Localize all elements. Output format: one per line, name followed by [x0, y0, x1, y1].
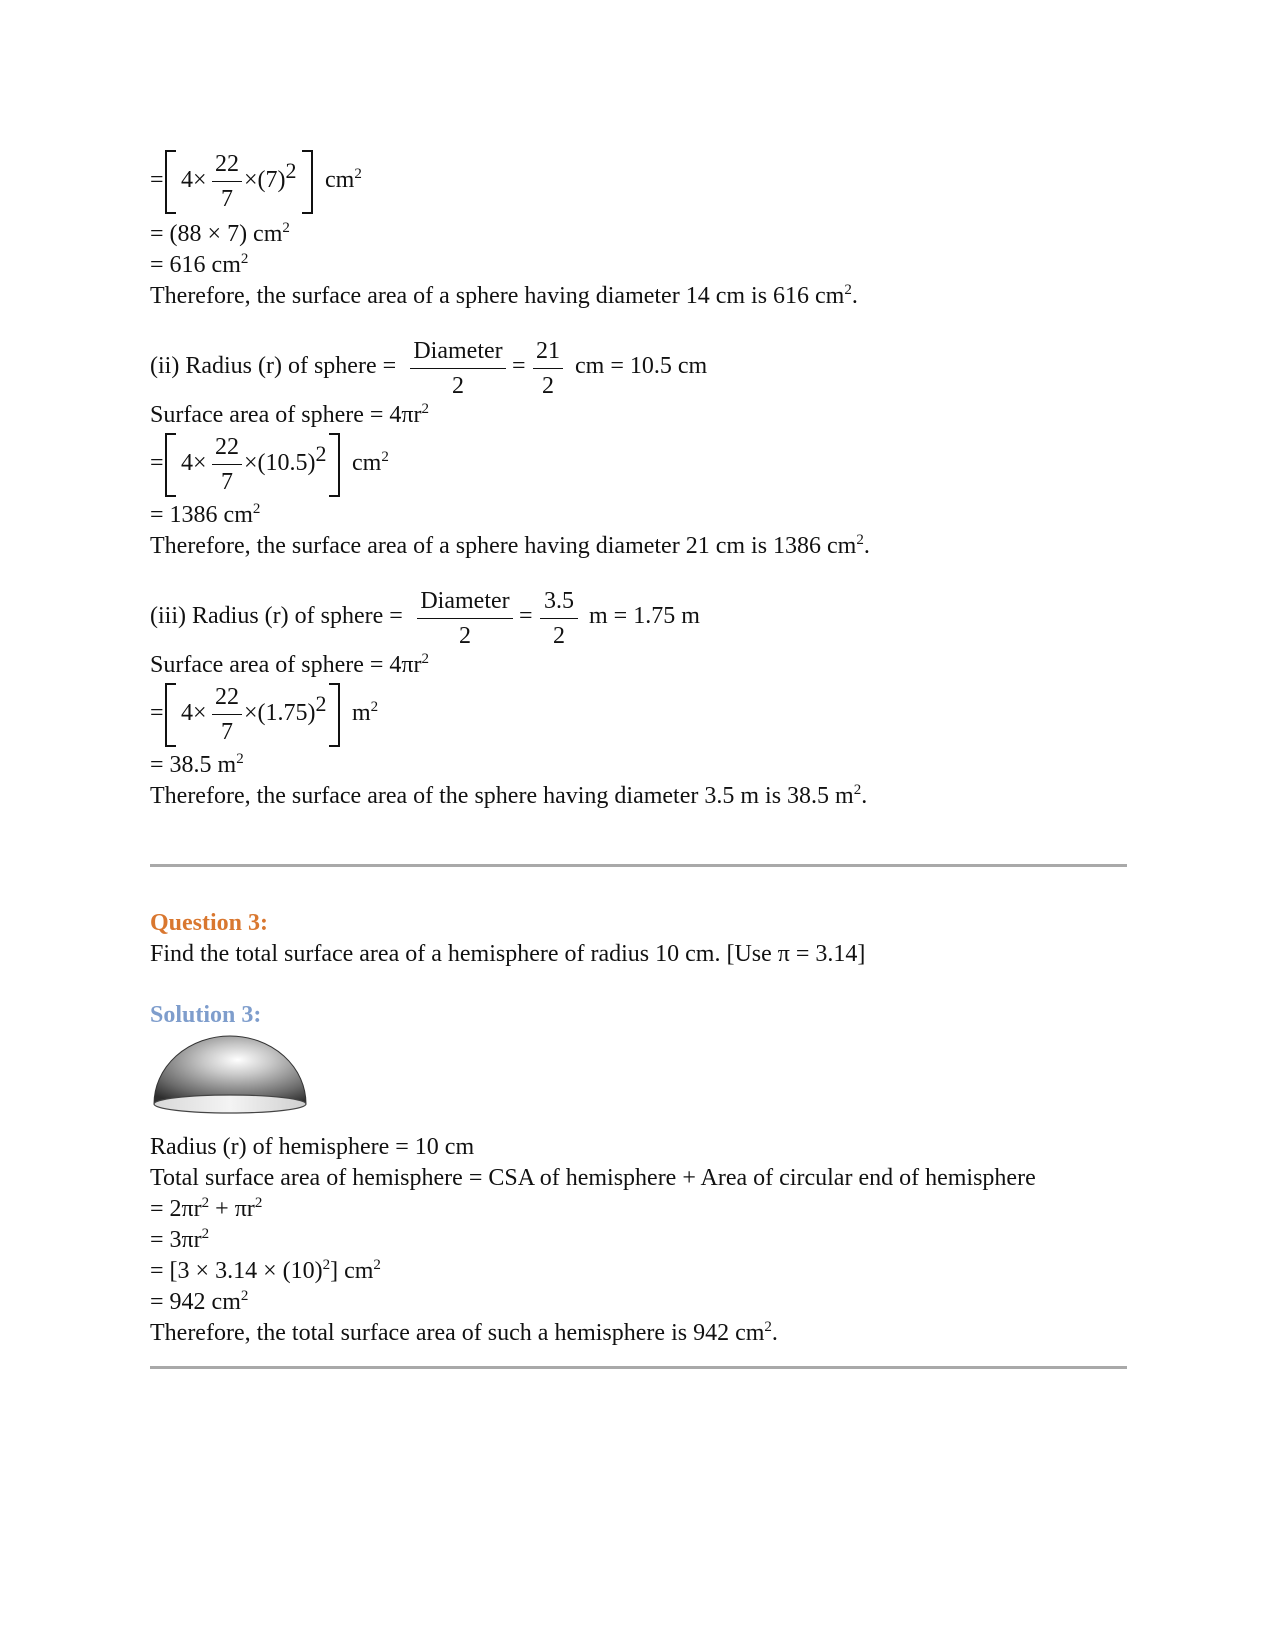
left-bracket — [165, 683, 176, 747]
conclusion-line — [150, 531, 870, 562]
fraction-22-7 — [212, 430, 242, 499]
step-text: = 942 cm — [150, 1289, 241, 1315]
exponent: 2 — [373, 1257, 381, 1273]
fraction-diameter-2 — [417, 584, 513, 653]
radius-value: cm = 10.5 cm — [575, 353, 708, 379]
conclusion-line — [150, 781, 867, 812]
fraction-22-7 — [212, 680, 242, 749]
coefficient: 4× — [181, 700, 207, 726]
denominator: 2 — [459, 623, 471, 649]
exponent: 2 — [844, 282, 852, 298]
step-text: = 2πr — [150, 1196, 202, 1222]
numerator: 3.5 — [544, 588, 574, 614]
tsa-definition: Total surface area of hemisphere = CSA of hemisphere + Area of circular end of hemisphere — [150, 1165, 1036, 1191]
formula-text: Surface area of sphere = 4πr — [150, 402, 422, 428]
unit-exponent: 2 — [381, 449, 389, 465]
conclusion-text: Therefore, the total surface area of such a hemisphere is 942 cm — [150, 1320, 765, 1346]
step-text: = [3 × 3.14 × (10) — [150, 1258, 323, 1284]
equals-sign: = — [519, 603, 533, 629]
denominator: 7 — [221, 469, 233, 495]
radius-value: m = 1.75 m — [589, 603, 700, 629]
exponent: 2 — [315, 691, 327, 716]
conclusion-text: Therefore, the surface area of a sphere having diameter 21 cm is 1386 cm — [150, 533, 857, 559]
solution-heading: Solution 3: — [150, 1002, 262, 1028]
exponent: 2 — [421, 401, 430, 417]
step-line — [150, 219, 290, 250]
conclusion-line — [150, 1318, 778, 1349]
step-text: ] cm — [330, 1258, 374, 1284]
surface-area-formula — [150, 400, 429, 431]
exponent: 2 — [856, 532, 864, 548]
exponent: 2 — [315, 441, 327, 466]
numerator: 22 — [215, 684, 239, 710]
step-text: = 616 cm — [150, 252, 241, 278]
exponent: 2 — [282, 220, 290, 236]
denominator: 7 — [221, 186, 233, 212]
right-bracket — [329, 683, 340, 747]
numerator: Diameter — [413, 338, 503, 364]
conclusion-line — [150, 281, 858, 312]
unit-text: cm — [325, 167, 355, 193]
period: . — [771, 1320, 778, 1346]
denominator: 2 — [452, 373, 464, 399]
radius-label: (ii) Radius (r) of sphere = — [150, 353, 397, 379]
result-line — [150, 500, 260, 531]
step-line — [150, 250, 248, 281]
period: . — [863, 533, 870, 559]
formula-text: Surface area of sphere = 4πr — [150, 652, 422, 678]
exponent: 2 — [240, 1288, 249, 1304]
section-divider — [150, 864, 1127, 867]
exponent: 2 — [201, 1226, 210, 1242]
denominator: 7 — [221, 719, 233, 745]
equals-sign: = — [512, 353, 526, 379]
step-line — [150, 1225, 209, 1256]
hemisphere-image — [150, 1034, 310, 1118]
expression-rest-text: ×(10.5) — [244, 450, 316, 476]
numerator: 22 — [215, 434, 239, 460]
exponent: 2 — [252, 501, 261, 517]
exponent: 2 — [240, 251, 249, 267]
unit-exponent: 2 — [354, 166, 362, 182]
unit — [352, 698, 378, 729]
denominator: 2 — [542, 373, 554, 399]
exponent: 2 — [853, 782, 862, 798]
numerator: 21 — [536, 338, 560, 364]
equals-sign: = — [150, 700, 164, 726]
numerator: 22 — [215, 151, 239, 177]
exponent: 2 — [421, 651, 430, 667]
question-text: Find the total surface area of a hemisphere of radius 10 cm. [Use π = 3.14] — [150, 941, 866, 967]
exponent: 2 — [764, 1319, 772, 1335]
radius-label: (iii) Radius (r) of sphere = — [150, 603, 403, 629]
section-divider — [150, 1366, 1127, 1369]
step-line — [150, 1194, 262, 1225]
step-text: = (88 × 7) cm — [150, 221, 283, 247]
period: . — [851, 283, 858, 309]
fraction-22-7 — [212, 147, 242, 216]
unit — [325, 165, 362, 196]
expression-rest — [244, 158, 297, 196]
equals-sign: = — [150, 167, 164, 193]
denominator: 2 — [553, 623, 565, 649]
expression-rest-text: ×(7) — [244, 167, 286, 193]
exponent: 2 — [285, 158, 297, 183]
step-line — [150, 1287, 248, 1318]
unit-text: m — [352, 700, 371, 726]
question-heading: Question 3: — [150, 910, 269, 936]
result-text: = 1386 cm — [150, 502, 253, 528]
result-line — [150, 750, 244, 781]
exponent: 2 — [322, 1257, 331, 1273]
fraction-diameter-2 — [410, 334, 506, 403]
coefficient: 4× — [181, 167, 207, 193]
fraction-21-2 — [533, 334, 563, 403]
exponent: 2 — [236, 751, 244, 767]
period: . — [861, 783, 868, 809]
left-bracket — [165, 150, 176, 214]
numerator: Diameter — [420, 588, 510, 614]
left-bracket — [165, 433, 176, 497]
surface-area-formula — [150, 650, 429, 681]
exponent: 2 — [201, 1195, 210, 1211]
step-line — [150, 1256, 381, 1287]
exponent: 2 — [254, 1195, 263, 1211]
result-text: = 38.5 m — [150, 752, 237, 778]
expression-rest — [244, 691, 327, 729]
unit-exponent: 2 — [370, 699, 379, 715]
conclusion-text: Therefore, the surface area of a sphere having diameter 14 cm is 616 cm — [150, 283, 845, 309]
step-text: + πr — [209, 1196, 255, 1222]
conclusion-text: Therefore, the surface area of the sphere having diameter 3.5 m is 38.5 m — [150, 783, 854, 809]
unit — [352, 448, 389, 479]
hemisphere-radius: Radius (r) of hemisphere = 10 cm — [150, 1134, 475, 1160]
expression-rest — [244, 441, 327, 479]
right-bracket — [329, 433, 340, 497]
right-bracket — [302, 150, 313, 214]
equals-sign: = — [150, 450, 164, 476]
unit-text: cm — [352, 450, 382, 476]
step-text: = 3πr — [150, 1227, 202, 1253]
fraction-3.5-2 — [540, 584, 578, 653]
coefficient: 4× — [181, 450, 207, 476]
expression-rest-text: ×(1.75) — [244, 700, 316, 726]
